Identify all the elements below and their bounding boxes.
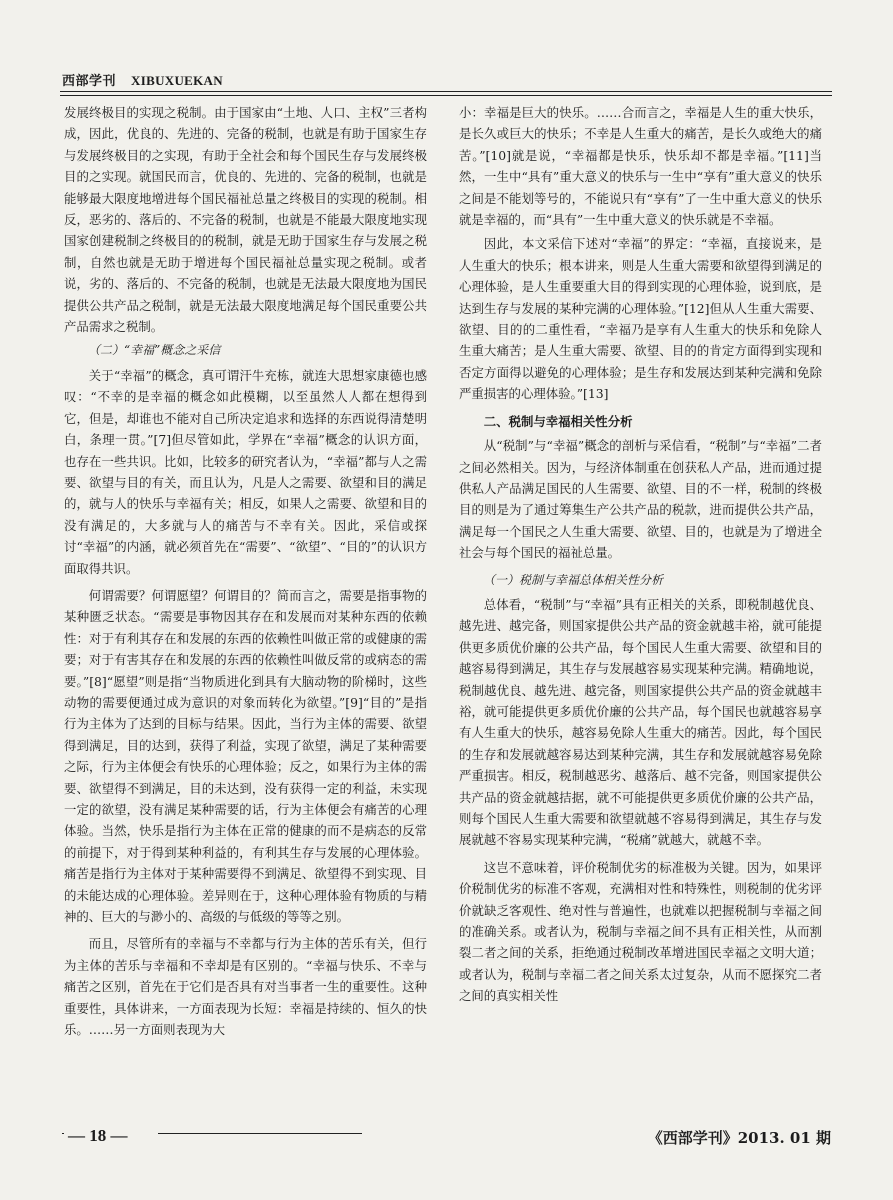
paragraph: 总体看，“税制”与“幸福”具有正相关的关系，即税制越优良、越先进、越完备，则国家提供公共产品的资金就越丰裕，就可能提供更多质优价廉的公共产品，每个国民人生重大需要、欲望和目的越容易得到满足，其生存与发展越容易实现某种完满。精确地说，税制越优良、越先进、越完备，则国家提供公共产品的资金就越丰裕，就可能提供更多质优价廉的公共产品，每个国民也就越容易享有人生重大的快乐，越容易免除人生重大的痛苦。因此，每个国民的生存和发展就越容易达到某种完满，其生存和发展就越容易免除严重损害。相反，税制越恶劣、越落后、越不完备，则国家提供公共产品的资金就越拮据，就不可能提供更多质优价廉的公共产品，则每个国民人生重大需要和欲望就越不容易得到满足，其生存与发展就越不容易实现某种完满，“税痛”就越大，就越不幸。: [459, 596, 822, 848]
subsection-heading-happiness-concept: （二）“幸福”概念之采信: [88, 343, 221, 358]
paragraph: 从“税制”与“幸福”概念的剖析与采信看，“税制”与“幸福”二者之间必然相关。因为，与经济体制重在创获私人产品，进而通过提供私人产品满足国民的人生需要、欲望、目的不一样，税制的终极目的则是为了通过筹集生产公共产品的税款，进而提供公共产品，满足每一个国民之人生重大需要、欲望、目的，也就是为了增进全社会与每个国民的福祉总量。: [459, 438, 822, 561]
section-heading-tax-happiness-correlation: 二、税制与幸福相关性分析: [483, 413, 633, 429]
page-number: — 18 —: [64, 1126, 158, 1146]
paragraph-continued: 发展终极目的实现之税制。由于国家由“土地、人口、主权”三者构成，因此，优良的、先进的、完备的税制，也就是有助于国家生存与发展终极目的之实现，有助于全社会和每个国民生存与发展终极目的之实现。就国民而言，优良的、先进的、完备的税制，也就是能够最大限度地增进每个国民福祉总量之终极目的实现的税制。相反，恶劣的、落后的、不完备的税制，也就是不能最大限度地实现国家创建税制之终极目的的税制，就是无助于国家生存与发展之税制，自然也就是无助于增进每个国民福祉总量实现之税制。或者说，劣的、落后的、不完备的税制，也就是无法最大限度地为国民提供公共产品之税制，就是无法最大限度地满足每个国民重要公共产品需求之税制。: [64, 105, 427, 335]
paragraph-continued: 小：幸福是巨大的快乐。……合而言之，幸福是人生的重大快乐，是长久或巨大的快乐；不幸是人生重大的痛苦，是长久或绝大的痛苦。”[10]就是说，“幸福都是快乐，快乐却不都是幸福。”[11]当然，一生中“具有”重大意义的快乐与一生中“享有”重大意义的快乐之间是不能划等号的，不能说只有“享有”了一生中重大意义的快乐就是幸福的，而“具有”一生中重大意义的快乐就是不幸福。: [459, 105, 822, 228]
header-rule-thin: [60, 95, 832, 96]
paragraph: 关于“幸福”的概念，真可谓汗牛充栋，就连大思想家康德也感叹：“不幸的是幸福的概念如此模糊，以至虽然人人都在想得到它，但是，却谁也不能对自己所决定追求和选择的东西说得清楚明白，条理一贯。”[7]但尽管如此，学界在“幸福”概念的认识方面，也存在一些共识。比如，比较多的研究者认为，“幸福”都与人之需要、欲望与目的有关，而且认为，凡是人之需要、欲望和目的满足的，就与人的快乐与幸福有关；相反，如果人之需要、欲望和目的没有满足的，大多就与人的痛苦与不幸有关。因此，采信或探讨“幸福”的内涵，就必须首先在“需要”、“欲望”、“目的”的认识方面取得共识。: [64, 367, 427, 576]
paragraph: 因此，本文采信下述对“幸福”的界定：“幸福，直接说来，是人生重大的快乐；根本讲来，则是人生重大需要和欲望得到满足的心理体验，是人生重要重大目的得到实现的心理体验，说到底，是达到生存与发展的某种完满的心理体验。”[12]但从人生重大需要、欲望、目的的二重性看，“幸福乃是享有人生重大的快乐和免除人生重大痛苦；是人生重大需要、欲望、目的的肯定方面得到实现和否定方面得以避免的心理体验；是生存和发展达到某种完满和免除严重损害的心理体验。”[13]: [459, 236, 822, 402]
paragraph: 何谓需要？何谓愿望？何谓目的？简而言之，需要是指事物的某种匮乏状态。“需要是事物因其存在和发展而对某种东西的依赖性：对于有利其存在和发展的东西的依赖性叫做正常的或健康的需要；对于有害其存在和发展的东西的依赖性叫做反常的或病态的需要。”[8]“愿望”则是指“当物质进化到具有大脑动物的阶梯时，这些动物的需要便通过成为意识的对象而转化为欲望。”[9]“目的”是指行为主体为了达到的目标与结果。因此，当行为主体的需要、欲望得到满足，目的达到，获得了利益，实现了欲望，满足了某种需要之际，行为主体便会有快乐的心理体验；反之，如果行为主体的需要、欲望得不到满足，目的未达到，没有获得一定的利益，未实现一定的欲望，没有满足某种需要的话，行为主体便会有痛苦的心理体验。当然，快乐是指行为主体在正常的健康的而不是病态的反常的前提下，对于得到某种利益的，有利其生存与发展的心理体验。痛苦是指行为主体对于某种需要得不到满足、欲望得不到实现、目的未能达成的心理体验。差异则在于，这种心理体验有物质的与精神的、巨大的与渺小的、高级的与低级的等等之别。: [64, 587, 427, 925]
running-header: [62, 70, 223, 89]
paragraph: 而且，尽管所有的幸福与不幸都与行为主体的苦乐有关，但行为主体的苦乐与幸福和不幸却是有区别的。“幸福与快乐、不幸与痛苦之区别，首先在于它们是否具有对当事者一生的重要性。这种重要性，具体讲来，一方面表现为长短：幸福是持续的、恒久的快乐。……另一方面则表现为大: [64, 936, 427, 1038]
journal-name-chinese: 西部学刊: [62, 74, 117, 89]
subsection-heading-overall-correlation: （一）税制与幸福总体相关性分析: [483, 572, 664, 587]
paragraph: 这岂不意味着，评价税制优劣的标准极为关键。因为，如果评价税制优劣的标准不客观，充满相对性和特殊性，则税制的优劣评价就缺乏客观性、绝对性与普遍性，也就难以把握税制与幸福之间的准确关系。或者认为，税制与幸福之间不具有正相关性，从而割裂二者之间的关系，拒绝通过税制改革增进国民幸福之文明大道；或者认为，税制与幸福二者之间关系太过复杂，从而不愿探究二者之间的真实相关性: [459, 859, 822, 1004]
footer-journal-issue: 《西部学刊》2013. 01 期: [647, 1129, 831, 1147]
right-column: [459, 102, 822, 1007]
journal-name-pinyin: XIBUXUEKAN: [131, 73, 223, 88]
header-rule-thick: [60, 91, 832, 92]
left-column: [64, 102, 427, 1040]
